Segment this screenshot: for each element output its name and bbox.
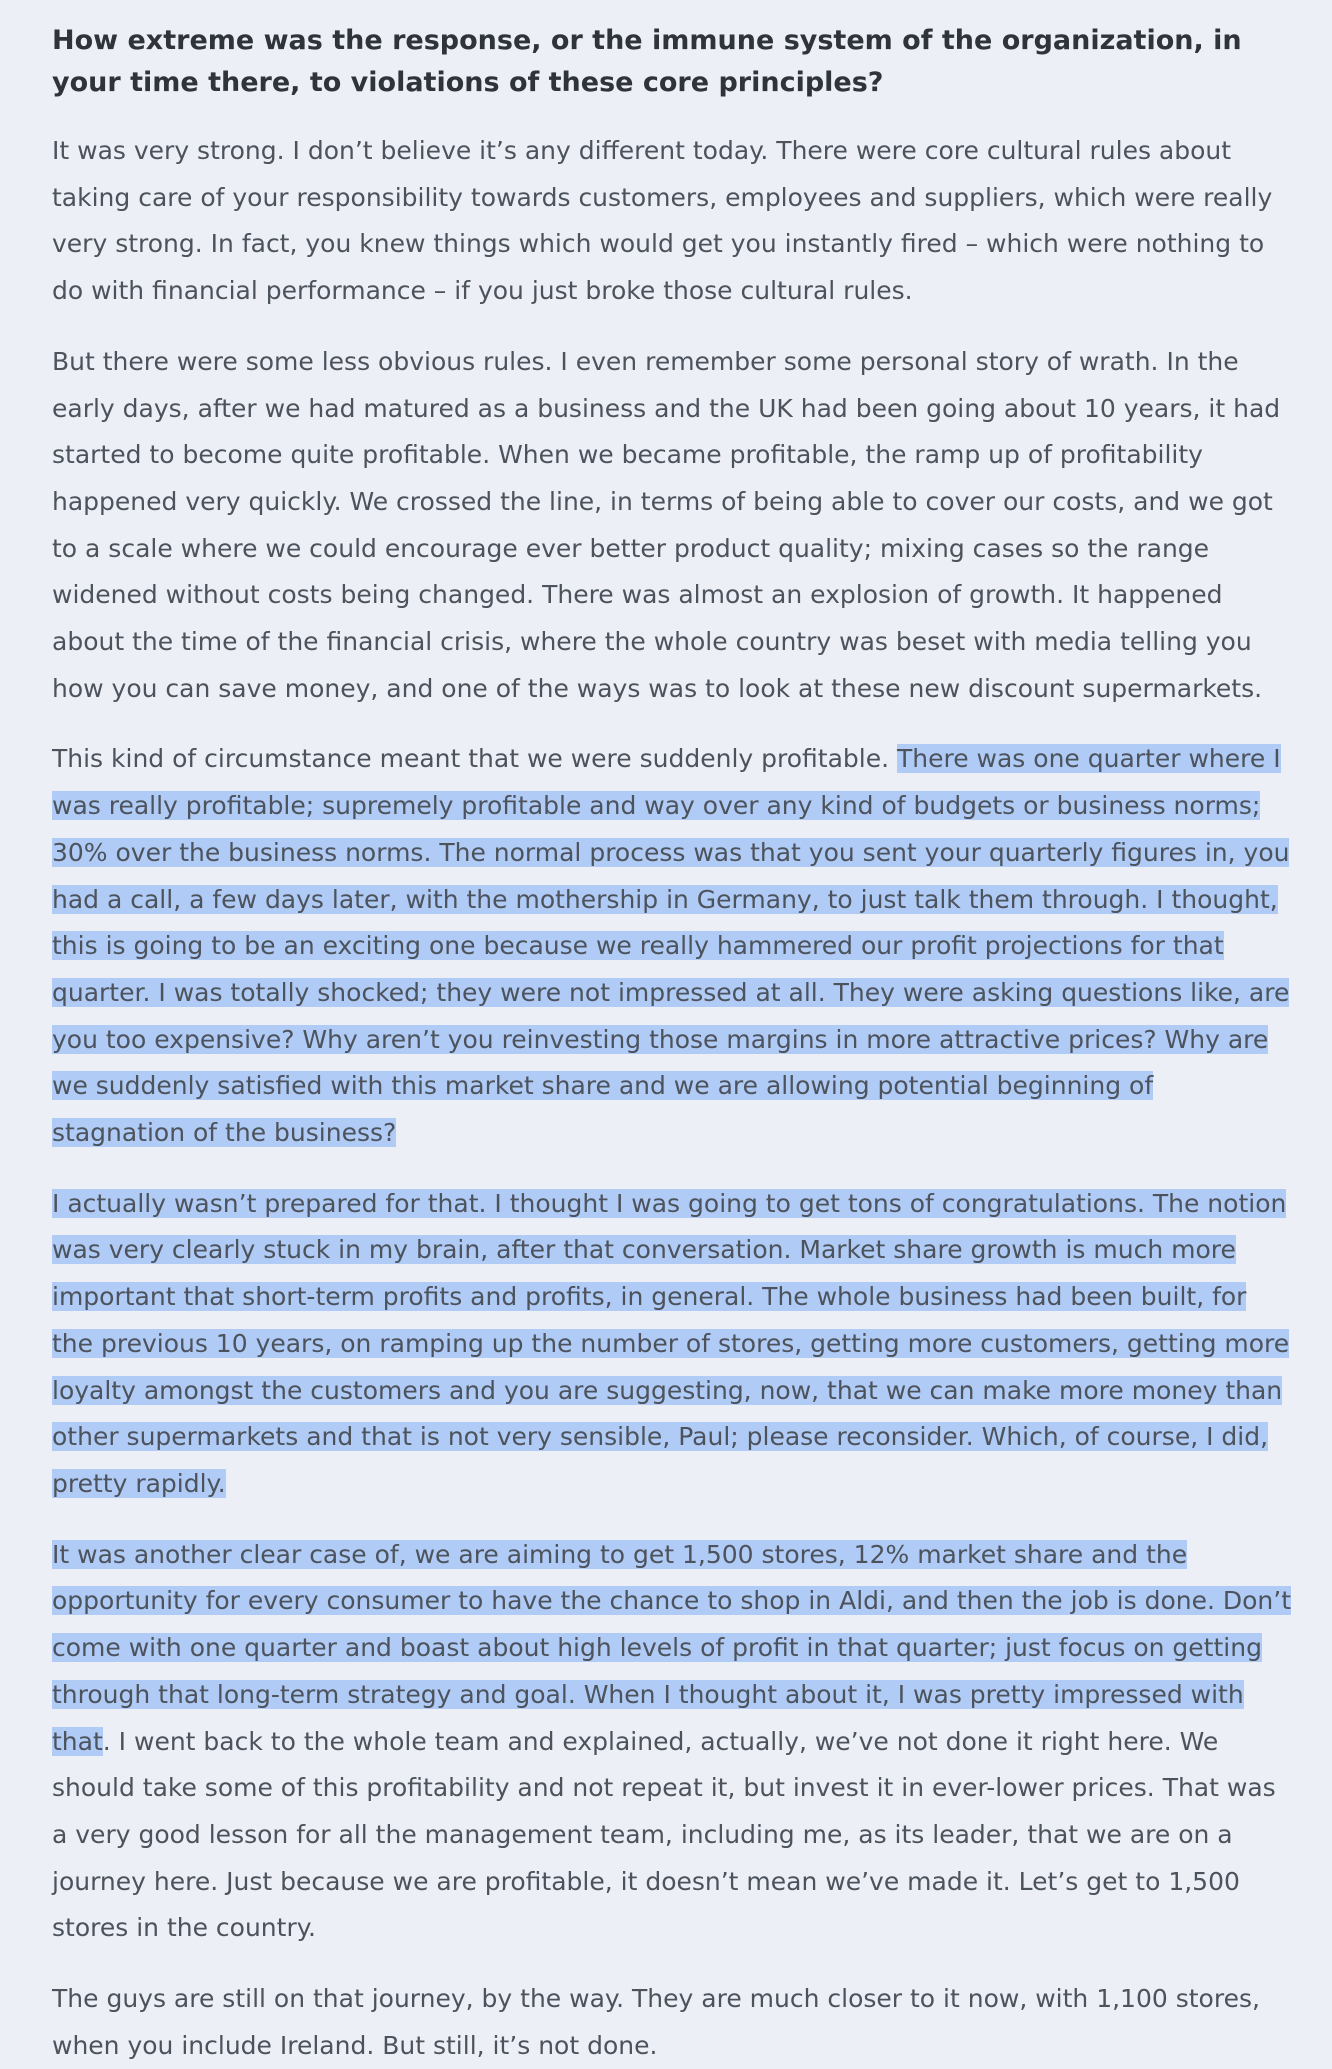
paragraph-text: . I went back to the whole team and explained, actually, we’ve not done it right here. We should take some of this profitability and not repeat it, but invest it in ever-lower prices. That was a very good lesson for all the management team, including me, as its leader, that we are on a journey here. Just because we are profitable, it doesn’t mean we’ve made it. Let’s get to 1,500 stores in the country. [52,1726,1276,1943]
selected-text[interactable]: I actually wasn’t prepared for that. I thought I was going to get tons of congratulations. The notion was very clearly stuck in my brain, after that conversation. Market share growth is much more important that short-term profits and profits, in general. The whole business had been built, for the previous 10 years, on ramping up the number of stores, getting more customers, getting more loyalty amongst the customers and you are suggesting, now, that we can make more money than other supermarkets and that is not very sensible, Paul; please reconsider. Which, of course, I did, pretty rapidly. [52,1188,1290,1498]
interview-question: How extreme was the response, or the immune system of the organization, in your time there, to violations of these core principles? [52,25,1242,98]
article [52,0,1292,2069]
answer-paragraph-3 [52,736,1292,1156]
answer-paragraph-5 [52,1532,1292,1952]
paragraph-text: This kind of circumstance meant that we were suddenly profitable. [52,744,897,774]
answer-paragraph-4 [52,1181,1292,1508]
selected-text[interactable]: There was one quarter where I was really profitable; supremely profitable and way over any kind of budgets or business norms; 30% over the business norms. The normal process was that you sent your quarterly figures in, you had a call, a few days later, with the mothership in Germany, to just talk them through. I thought, this is going to be an exciting one because we really hammered our profit projections for that quarter. I was totally shocked; they were not impressed at all. They were asking questions like, are you too expensive? Why aren’t you reinvesting those margins in more attractive prices? Why are we suddenly satisfied with this market share and we are allowing potential beginning of stagnation of the business? [52,744,1290,1148]
answer-paragraph-6: The guys are still on that journey, by the way. They are much closer to it now, with 1,100 stores, when you include Ireland. But still, it’s not done. [52,1984,1260,2060]
selected-text[interactable]: It was another clear case of, we are aiming to get 1,500 stores, 12% market share and the opportunity for every consumer to have the chance to shop in Aldi, and then the job is done. Don’t come with one quarter and boast about high levels of profit in that quarter; just focus on getting through that long-term strategy and goal. When I thought about it, I was pretty impressed with that [52,1539,1292,1756]
answer-paragraph-2: But there were some less obvious rules. I even remember some personal story of wrath. In the early days, after we had matured as a business and the UK had been going about 10 years, it had started to become quite profitable. When we became profitable, the ramp up of profitability happened very quickly. We crossed the line, in terms of being able to cover our costs, and we got to a scale where we could encourage ever better product quality; mixing cases so the range widened without costs being changed. There was almost an explosion of growth. It happened about the time of the financial crisis, where the whole country was beset with media telling you how you can save money, and one of the ways was to look at these new discount supermarkets. [52,346,1281,703]
answer-paragraph-1: It was very strong. I don’t believe it’s any different today. There were core cultural rules about taking care of your responsibility towards customers, employees and suppliers, which were really very strong. In fact, you knew things which would get you instantly fired – which were nothing to do with financial performance – if you just broke those cultural rules. [52,136,1273,306]
